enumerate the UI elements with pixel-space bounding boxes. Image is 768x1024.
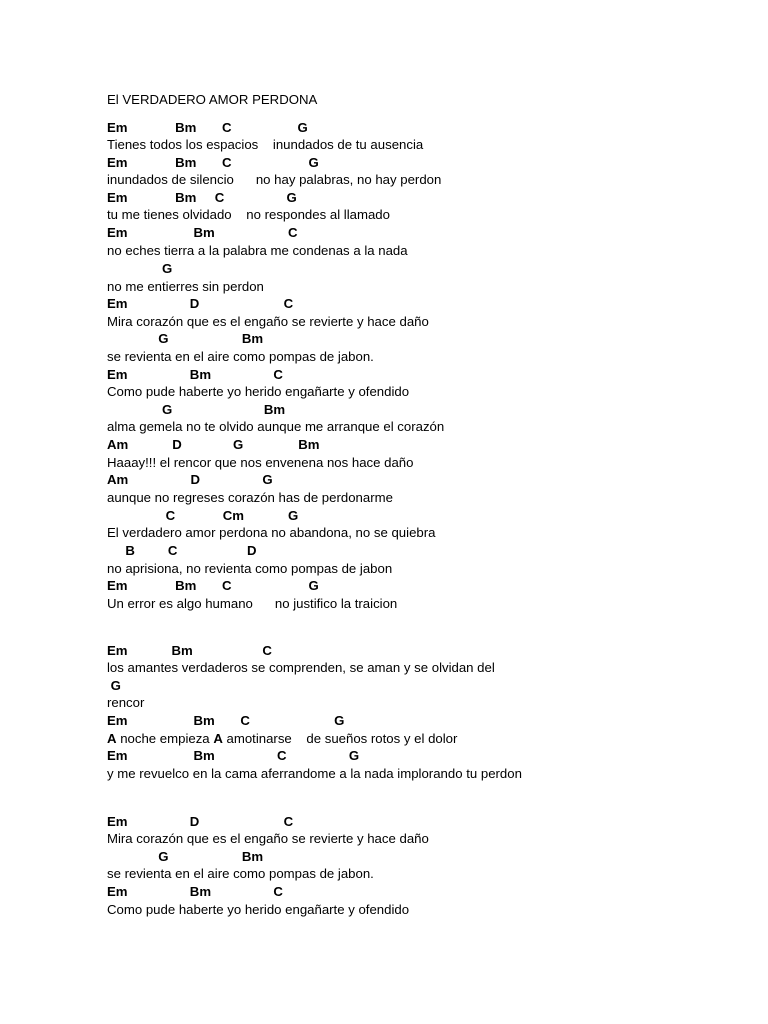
- chord-line: Em D C: [107, 814, 294, 829]
- lyric-line: alma gemela no te olvido aunque me arranque el corazón: [107, 419, 445, 434]
- lyric-line: Un error es algo humano no justifico la traicion: [107, 596, 398, 611]
- chord-line: Am D G: [107, 472, 273, 487]
- chord-line: Em Bm C G: [107, 713, 345, 728]
- chord-line: Em Bm C G: [107, 578, 319, 593]
- lyric-line: El verdadero amor perdona no abandona, no se quiebra: [107, 525, 436, 540]
- chord-line: G: [107, 261, 173, 276]
- lyric-line: Mira corazón que es el engaño se revierte y hace daño: [107, 314, 429, 329]
- song-title: El VERDADERO AMOR PERDONA: [107, 92, 318, 107]
- lyric-line: Haaay!!! el rencor que nos envenena nos hace daño: [107, 455, 414, 470]
- lyric-line: Mira corazón que es el engaño se revierte y hace daño: [107, 831, 429, 846]
- chord-line: Em Bm C: [107, 643, 272, 658]
- lyric-line: rencor: [107, 695, 145, 710]
- chord-line: G: [107, 678, 121, 693]
- lyric-line: se revienta en el aire como pompas de jabon.: [107, 866, 374, 881]
- inline-chord-a: A: [213, 731, 223, 746]
- lyric-line: no eches tierra a la palabra me condenas a la nada: [107, 243, 408, 258]
- lyric-line: Como pude haberte yo herido engañarte y ofendido: [107, 384, 410, 399]
- inline-chord-a: A: [107, 731, 117, 746]
- lyric-line: los amantes verdaderos se comprenden, se aman y se olvidan del: [107, 660, 495, 675]
- chord-line: G Bm: [107, 331, 264, 346]
- lyric-line: aunque no regreses corazón has de perdonarme: [107, 490, 393, 505]
- chord-line: Em Bm C: [107, 367, 283, 382]
- lyric-line: se revienta en el aire como pompas de jabon.: [107, 349, 374, 364]
- chord-line: Am D G Bm: [107, 437, 320, 452]
- chord-line: B C D: [107, 543, 257, 558]
- chord-line: Em Bm C G: [107, 748, 360, 763]
- chord-line: Em Bm C G: [107, 120, 308, 135]
- chord-line: Em Bm C G: [107, 155, 319, 170]
- lyric-line: Tienes todos los espacios inundados de tu ausencia: [107, 137, 424, 152]
- chord-line: G Bm: [107, 402, 286, 417]
- chord-line: Em D C: [107, 296, 294, 311]
- lyric-line: inundados de silencio no hay palabras, no hay perdon: [107, 172, 442, 187]
- chord-line: C Cm G: [107, 508, 299, 523]
- chord-line: Em Bm C G: [107, 190, 297, 205]
- lyric-line: no me entierres sin perdon: [107, 279, 264, 294]
- lyric-line: Como pude haberte yo herido engañarte y ofendido: [107, 902, 410, 917]
- chord-line: G Bm: [107, 849, 264, 864]
- chord-line: Em Bm C: [107, 225, 298, 240]
- chord-line: Em Bm C: [107, 884, 283, 899]
- lyric-line: tu me tienes olvidado no respondes al llamado: [107, 207, 390, 222]
- lyric-line: y me revuelco en la cama aferrandome a la nada implorando tu perdon: [107, 766, 522, 781]
- lyric-line: no aprisiona, no revienta como pompas de jabon: [107, 561, 393, 576]
- lyric-line: A noche empieza A amotinarse de sueños rotos y el dolor: [107, 731, 458, 746]
